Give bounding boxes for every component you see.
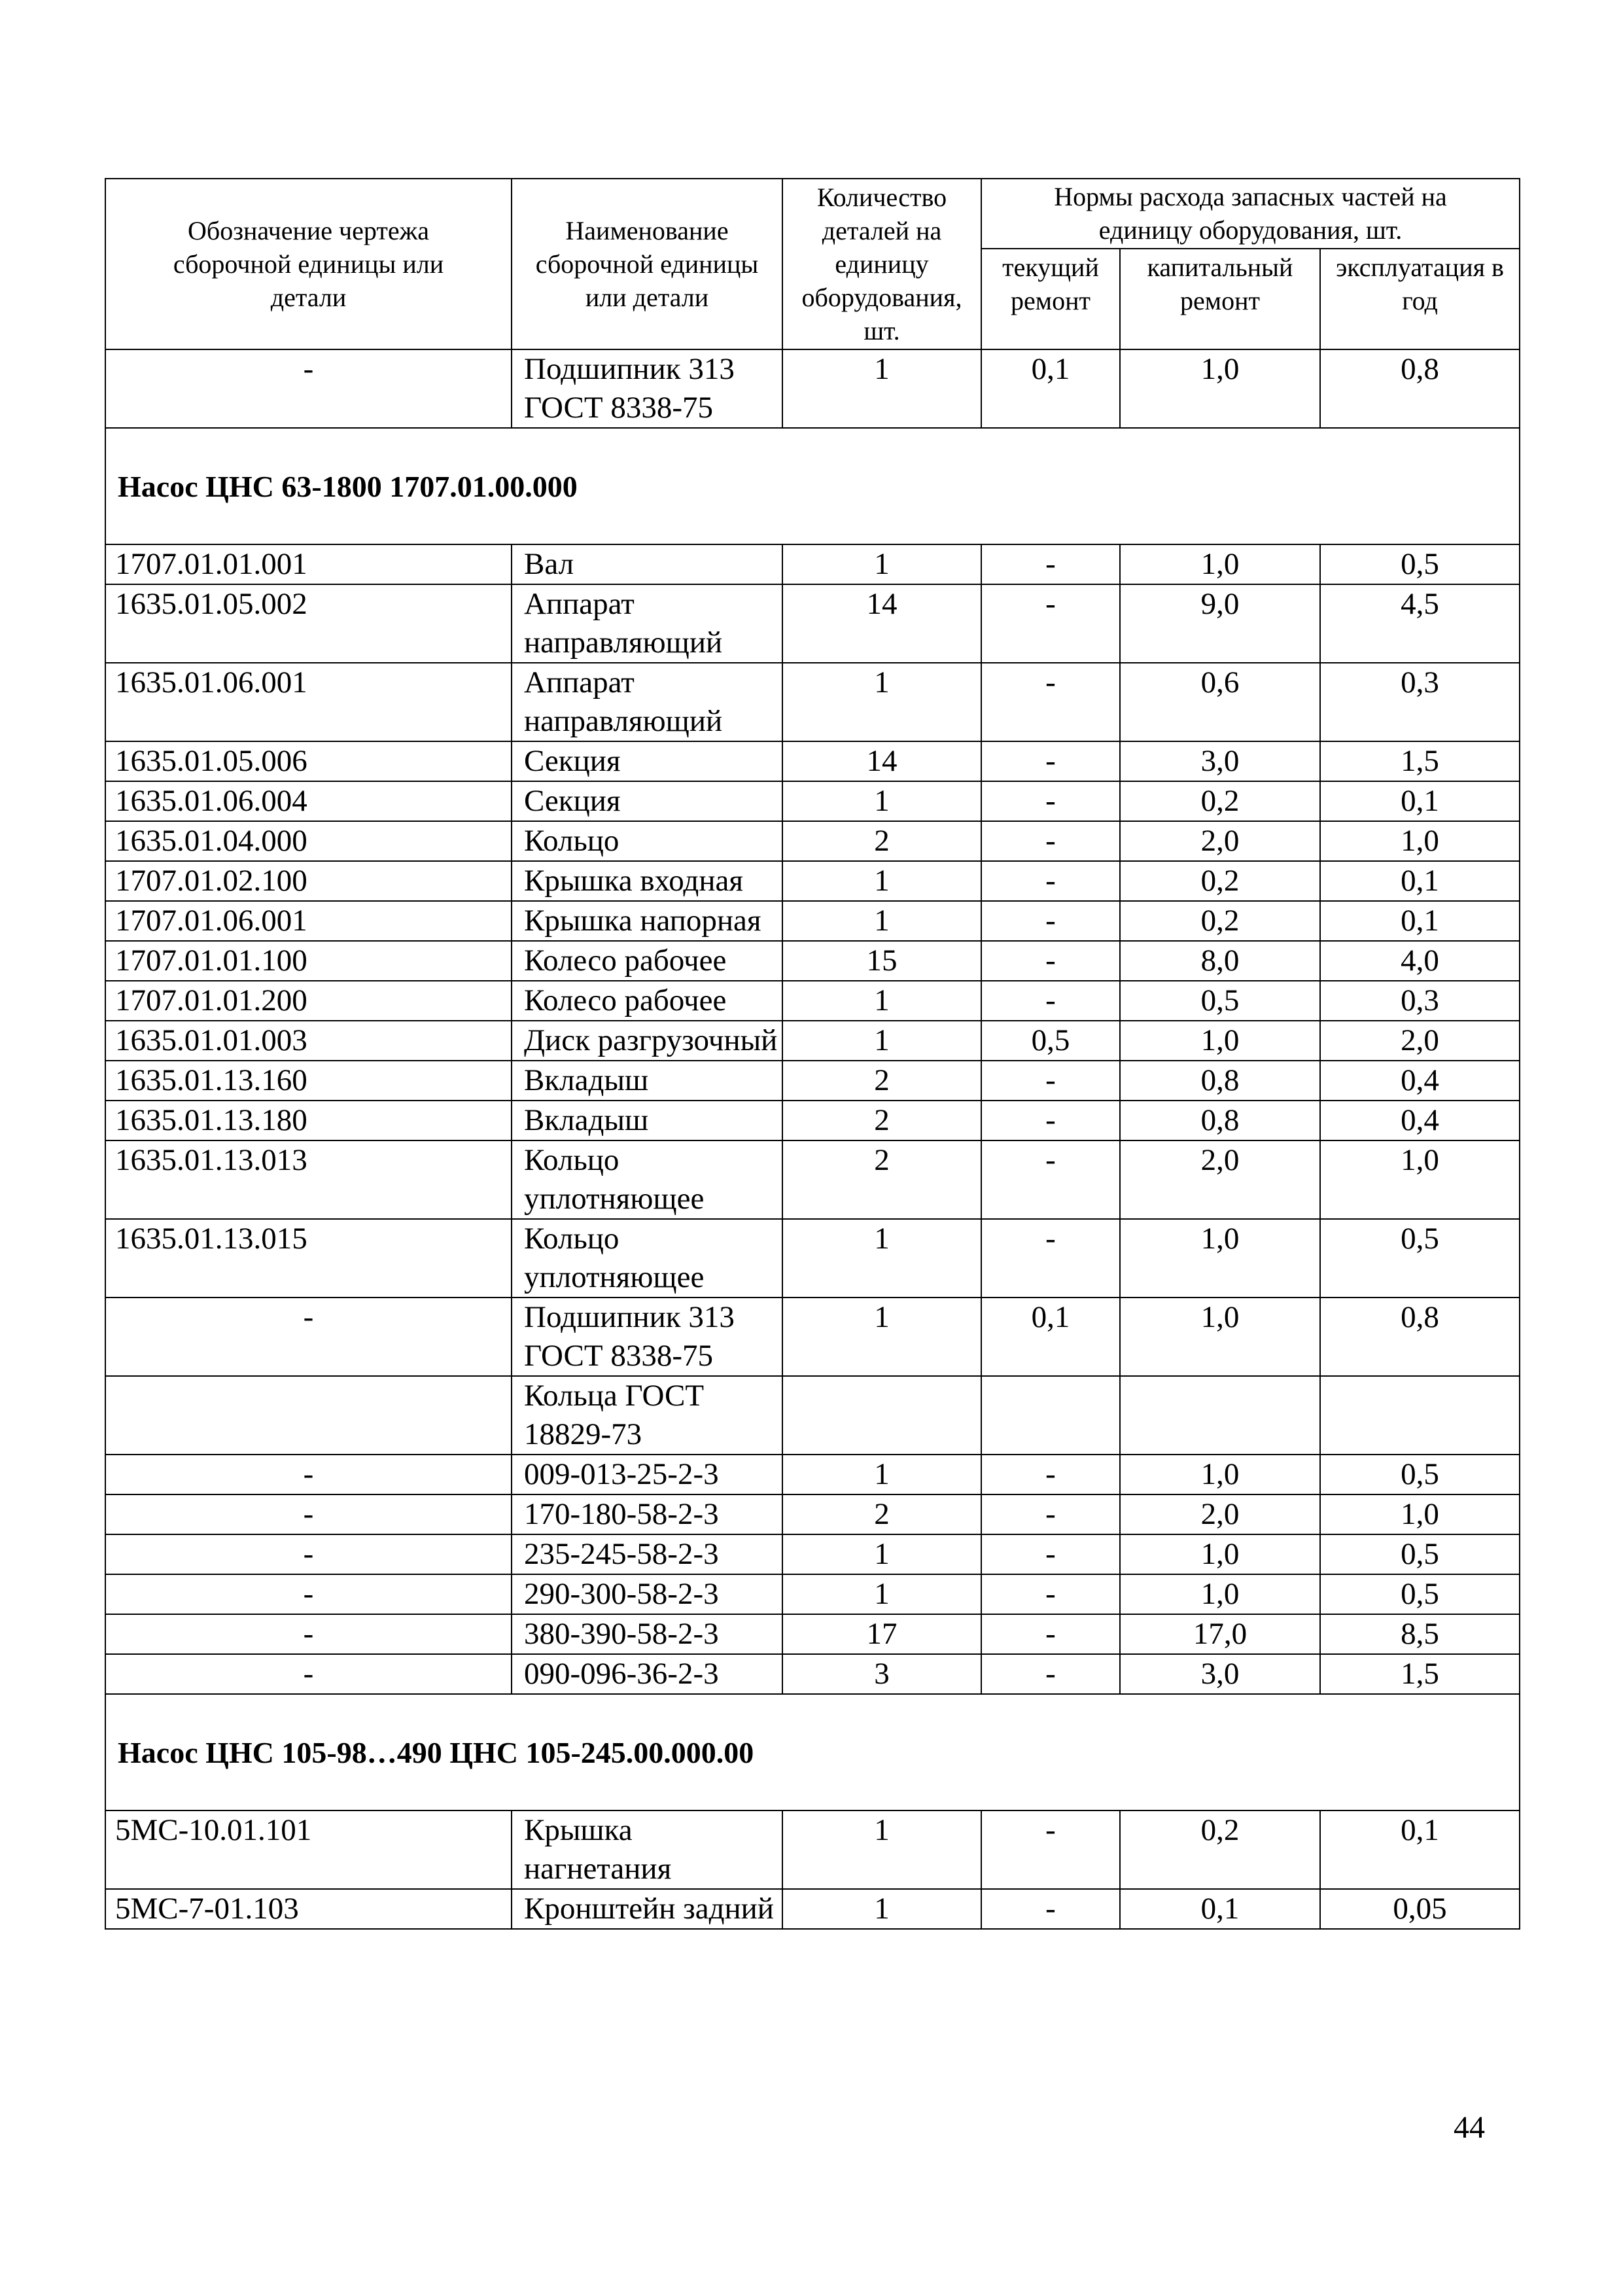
current-repair-cell: - bbox=[981, 1494, 1120, 1534]
current-repair-cell: - bbox=[981, 821, 1120, 861]
current-repair-cell: - bbox=[981, 781, 1120, 821]
part-code-cell: - bbox=[105, 1574, 512, 1614]
part-code-cell: 1635.01.01.003 bbox=[105, 1021, 512, 1061]
table-row bbox=[105, 1614, 1520, 1654]
table-row bbox=[105, 1298, 1520, 1376]
part-code-cell: - bbox=[105, 1614, 512, 1654]
exploitation-cell: 0,8 bbox=[1320, 349, 1520, 428]
part-code-cell: - bbox=[105, 1654, 512, 1694]
quantity-cell bbox=[782, 1376, 981, 1455]
exploitation-cell: 0,05 bbox=[1320, 1889, 1520, 1929]
part-name-cell: Кольцо уплотняющее bbox=[512, 1219, 782, 1298]
part-name-cell: Кольцо уплотняющее bbox=[512, 1140, 782, 1219]
part-code-cell: 1707.01.01.200 bbox=[105, 981, 512, 1021]
quantity-cell: 1 bbox=[782, 544, 981, 584]
capital-repair-cell: 1,0 bbox=[1120, 1455, 1320, 1494]
section-title: Насос ЦНС 105-98…490 ЦНС 105-245.00.000.00 bbox=[105, 1694, 1520, 1810]
part-code-cell: 1707.01.01.001 bbox=[105, 544, 512, 584]
current-repair-cell: - bbox=[981, 1574, 1120, 1614]
current-repair-cell: 0,1 bbox=[981, 1298, 1120, 1376]
quantity-cell: 1 bbox=[782, 349, 981, 428]
table-row bbox=[105, 861, 1520, 901]
exploitation-cell: 0,1 bbox=[1320, 861, 1520, 901]
current-repair-cell: - bbox=[981, 1219, 1120, 1298]
part-code-cell: 1707.01.06.001 bbox=[105, 901, 512, 941]
exploitation-cell: 0,5 bbox=[1320, 1574, 1520, 1614]
part-name-cell: Подшипник 313 ГОСТ 8338-75 bbox=[512, 349, 782, 428]
current-repair-cell bbox=[981, 1376, 1120, 1455]
current-repair-cell: - bbox=[981, 941, 1120, 981]
part-code-cell: - bbox=[105, 349, 512, 428]
part-code-cell: 1635.01.13.160 bbox=[105, 1061, 512, 1101]
part-name-cell: Секция bbox=[512, 741, 782, 781]
exploitation-cell: 0,8 bbox=[1320, 1298, 1520, 1376]
current-repair-cell: - bbox=[981, 1061, 1120, 1101]
part-code-cell bbox=[105, 1376, 512, 1455]
exploitation-cell: 0,4 bbox=[1320, 1101, 1520, 1140]
part-name-cell: Кронштейн задний bbox=[512, 1889, 782, 1929]
capital-repair-cell: 1,0 bbox=[1120, 1298, 1320, 1376]
exploitation-cell: 1,0 bbox=[1320, 821, 1520, 861]
table-row bbox=[105, 1455, 1520, 1494]
quantity-cell: 2 bbox=[782, 1140, 981, 1219]
current-repair-cell: - bbox=[981, 1534, 1120, 1574]
quantity-cell: 2 bbox=[782, 1101, 981, 1140]
part-code-cell: 1635.01.05.002 bbox=[105, 584, 512, 663]
part-code-cell: - bbox=[105, 1455, 512, 1494]
table-row bbox=[105, 781, 1520, 821]
part-code-cell: 1635.01.06.004 bbox=[105, 781, 512, 821]
table-row bbox=[105, 1061, 1520, 1101]
current-repair-cell: - bbox=[981, 741, 1120, 781]
header-current-repair: текущий ремонт bbox=[981, 249, 1120, 349]
exploitation-cell: 0,4 bbox=[1320, 1061, 1520, 1101]
page-number: 44 bbox=[1454, 2110, 1485, 2145]
part-code-cell: - bbox=[105, 1298, 512, 1376]
quantity-cell: 1 bbox=[782, 1298, 981, 1376]
capital-repair-cell: 0,1 bbox=[1120, 1889, 1320, 1929]
table-row bbox=[105, 901, 1520, 941]
quantity-cell: 1 bbox=[782, 861, 981, 901]
exploitation-cell: 0,5 bbox=[1320, 1219, 1520, 1298]
table-row bbox=[105, 1889, 1520, 1929]
capital-repair-cell: 17,0 bbox=[1120, 1614, 1320, 1654]
table-row bbox=[105, 544, 1520, 584]
part-name-cell: 170-180-58-2-3 bbox=[512, 1494, 782, 1534]
part-code-cell: 1635.01.13.015 bbox=[105, 1219, 512, 1298]
current-repair-cell: - bbox=[981, 1140, 1120, 1219]
part-name-cell: Кольцо bbox=[512, 821, 782, 861]
table-row bbox=[105, 1534, 1520, 1574]
part-code-cell: 1635.01.04.000 bbox=[105, 821, 512, 861]
current-repair-cell: - bbox=[981, 901, 1120, 941]
quantity-cell: 1 bbox=[782, 1455, 981, 1494]
capital-repair-cell: 0,2 bbox=[1120, 1810, 1320, 1889]
exploitation-cell: 0,5 bbox=[1320, 1534, 1520, 1574]
part-code-cell: 1635.01.13.013 bbox=[105, 1140, 512, 1219]
table-row bbox=[105, 1810, 1520, 1889]
capital-repair-cell: 0,8 bbox=[1120, 1061, 1320, 1101]
table-row bbox=[105, 663, 1520, 741]
header-exploitation: эксплуатация в год bbox=[1320, 249, 1520, 349]
part-name-cell: Аппарат направляющий bbox=[512, 663, 782, 741]
part-name-cell: Крышка напорная bbox=[512, 901, 782, 941]
table-row bbox=[105, 981, 1520, 1021]
part-code-cell: - bbox=[105, 1534, 512, 1574]
exploitation-cell: 1,0 bbox=[1320, 1494, 1520, 1534]
quantity-cell: 1 bbox=[782, 1574, 981, 1614]
quantity-cell: 1 bbox=[782, 663, 981, 741]
part-name-cell: Вкладыш bbox=[512, 1061, 782, 1101]
exploitation-cell bbox=[1320, 1376, 1520, 1455]
exploitation-cell: 0,5 bbox=[1320, 544, 1520, 584]
capital-repair-cell bbox=[1120, 1376, 1320, 1455]
quantity-cell: 15 bbox=[782, 941, 981, 981]
exploitation-cell: 2,0 bbox=[1320, 1021, 1520, 1061]
part-name-cell: Подшипник 313 ГОСТ 8338-75 bbox=[512, 1298, 782, 1376]
part-code-cell: - bbox=[105, 1494, 512, 1534]
section-row bbox=[105, 1694, 1520, 1810]
table-row bbox=[105, 821, 1520, 861]
quantity-cell: 1 bbox=[782, 1889, 981, 1929]
capital-repair-cell: 0,2 bbox=[1120, 861, 1320, 901]
part-name-cell: Крышка входная bbox=[512, 861, 782, 901]
quantity-cell: 1 bbox=[782, 1534, 981, 1574]
header-norms: Нормы расхода запасных частей на единицу оборудования, шт. bbox=[981, 179, 1520, 249]
current-repair-cell: - bbox=[981, 1889, 1120, 1929]
table-body bbox=[105, 349, 1520, 1929]
exploitation-cell: 0,1 bbox=[1320, 781, 1520, 821]
part-code-cell: 5МС-10.01.101 bbox=[105, 1810, 512, 1889]
table-row bbox=[105, 1219, 1520, 1298]
capital-repair-cell: 0,8 bbox=[1120, 1101, 1320, 1140]
table-row bbox=[105, 1654, 1520, 1694]
quantity-cell: 1 bbox=[782, 781, 981, 821]
part-name-cell: 009-013-25-2-3 bbox=[512, 1455, 782, 1494]
capital-repair-cell: 1,0 bbox=[1120, 544, 1320, 584]
table-row bbox=[105, 584, 1520, 663]
part-name-cell: Кольца ГОСТ 18829-73 bbox=[512, 1376, 782, 1455]
part-name-cell: Колесо рабочее bbox=[512, 941, 782, 981]
table-row bbox=[105, 1140, 1520, 1219]
table-row bbox=[105, 1574, 1520, 1614]
quantity-cell: 3 bbox=[782, 1654, 981, 1694]
exploitation-cell: 8,5 bbox=[1320, 1614, 1520, 1654]
part-name-cell: 380-390-58-2-3 bbox=[512, 1614, 782, 1654]
table-row bbox=[105, 1101, 1520, 1140]
exploitation-cell: 0,3 bbox=[1320, 981, 1520, 1021]
capital-repair-cell: 2,0 bbox=[1120, 821, 1320, 861]
table-row bbox=[105, 349, 1520, 428]
capital-repair-cell: 3,0 bbox=[1120, 1654, 1320, 1694]
section-title: Насос ЦНС 63-1800 1707.01.00.000 bbox=[105, 428, 1520, 544]
section-row bbox=[105, 428, 1520, 544]
header-capital-repair: капитальный ремонт bbox=[1120, 249, 1320, 349]
capital-repair-cell: 0,2 bbox=[1120, 781, 1320, 821]
quantity-cell: 1 bbox=[782, 1810, 981, 1889]
capital-repair-cell: 2,0 bbox=[1120, 1494, 1320, 1534]
part-code-cell: 1707.01.01.100 bbox=[105, 941, 512, 981]
header-name: Наименование сборочной единицы или детали bbox=[512, 179, 782, 349]
current-repair-cell: - bbox=[981, 663, 1120, 741]
part-name-cell: Крышка нагнетания bbox=[512, 1810, 782, 1889]
exploitation-cell: 1,5 bbox=[1320, 741, 1520, 781]
quantity-cell: 1 bbox=[782, 981, 981, 1021]
quantity-cell: 1 bbox=[782, 1021, 981, 1061]
current-repair-cell: - bbox=[981, 861, 1120, 901]
quantity-cell: 14 bbox=[782, 741, 981, 781]
part-name-cell: Секция bbox=[512, 781, 782, 821]
exploitation-cell: 0,3 bbox=[1320, 663, 1520, 741]
exploitation-cell: 4,0 bbox=[1320, 941, 1520, 981]
table-row bbox=[105, 741, 1520, 781]
quantity-cell: 1 bbox=[782, 1219, 981, 1298]
quantity-cell: 2 bbox=[782, 821, 981, 861]
exploitation-cell: 0,1 bbox=[1320, 1810, 1520, 1889]
exploitation-cell: 0,1 bbox=[1320, 901, 1520, 941]
current-repair-cell: 0,5 bbox=[981, 1021, 1120, 1061]
current-repair-cell: - bbox=[981, 544, 1120, 584]
current-repair-cell: - bbox=[981, 981, 1120, 1021]
capital-repair-cell: 0,2 bbox=[1120, 901, 1320, 941]
part-name-cell: Вал bbox=[512, 544, 782, 584]
table-header bbox=[105, 179, 1520, 349]
header-qty: Количество деталей на единицу оборудования, шт. bbox=[782, 179, 981, 349]
spare-parts-table bbox=[105, 178, 1520, 1930]
header-code: Обозначение чертежа сборочной единицы или детали bbox=[105, 179, 512, 349]
quantity-cell: 2 bbox=[782, 1494, 981, 1534]
exploitation-cell: 1,5 bbox=[1320, 1654, 1520, 1694]
current-repair-cell: - bbox=[981, 1101, 1120, 1140]
quantity-cell: 17 bbox=[782, 1614, 981, 1654]
capital-repair-cell: 2,0 bbox=[1120, 1140, 1320, 1219]
table-row bbox=[105, 1494, 1520, 1534]
current-repair-cell: - bbox=[981, 1455, 1120, 1494]
current-repair-cell: 0,1 bbox=[981, 349, 1120, 428]
part-name-cell: Диск разгрузочный bbox=[512, 1021, 782, 1061]
current-repair-cell: - bbox=[981, 1654, 1120, 1694]
part-name-cell: Вкладыш bbox=[512, 1101, 782, 1140]
part-code-cell: 1635.01.06.001 bbox=[105, 663, 512, 741]
capital-repair-cell: 3,0 bbox=[1120, 741, 1320, 781]
capital-repair-cell: 1,0 bbox=[1120, 349, 1320, 428]
current-repair-cell: - bbox=[981, 1614, 1120, 1654]
capital-repair-cell: 9,0 bbox=[1120, 584, 1320, 663]
table-row bbox=[105, 1021, 1520, 1061]
capital-repair-cell: 1,0 bbox=[1120, 1574, 1320, 1614]
quantity-cell: 14 bbox=[782, 584, 981, 663]
exploitation-cell: 4,5 bbox=[1320, 584, 1520, 663]
part-code-cell: 5МС-7-01.103 bbox=[105, 1889, 512, 1929]
quantity-cell: 2 bbox=[782, 1061, 981, 1101]
capital-repair-cell: 0,6 bbox=[1120, 663, 1320, 741]
part-code-cell: 1635.01.13.180 bbox=[105, 1101, 512, 1140]
part-name-cell: 290-300-58-2-3 bbox=[512, 1574, 782, 1614]
capital-repair-cell: 1,0 bbox=[1120, 1219, 1320, 1298]
current-repair-cell: - bbox=[981, 1810, 1120, 1889]
part-code-cell: 1635.01.05.006 bbox=[105, 741, 512, 781]
part-name-cell: 090-096-36-2-3 bbox=[512, 1654, 782, 1694]
part-name-cell: Аппарат направляющий bbox=[512, 584, 782, 663]
part-name-cell: Колесо рабочее bbox=[512, 981, 782, 1021]
exploitation-cell: 1,0 bbox=[1320, 1140, 1520, 1219]
part-name-cell: 235-245-58-2-3 bbox=[512, 1534, 782, 1574]
capital-repair-cell: 8,0 bbox=[1120, 941, 1320, 981]
current-repair-cell: - bbox=[981, 584, 1120, 663]
capital-repair-cell: 1,0 bbox=[1120, 1021, 1320, 1061]
exploitation-cell: 0,5 bbox=[1320, 1455, 1520, 1494]
table-row bbox=[105, 941, 1520, 981]
table-row bbox=[105, 1376, 1520, 1455]
quantity-cell: 1 bbox=[782, 901, 981, 941]
part-code-cell: 1707.01.02.100 bbox=[105, 861, 512, 901]
capital-repair-cell: 0,5 bbox=[1120, 981, 1320, 1021]
capital-repair-cell: 1,0 bbox=[1120, 1534, 1320, 1574]
